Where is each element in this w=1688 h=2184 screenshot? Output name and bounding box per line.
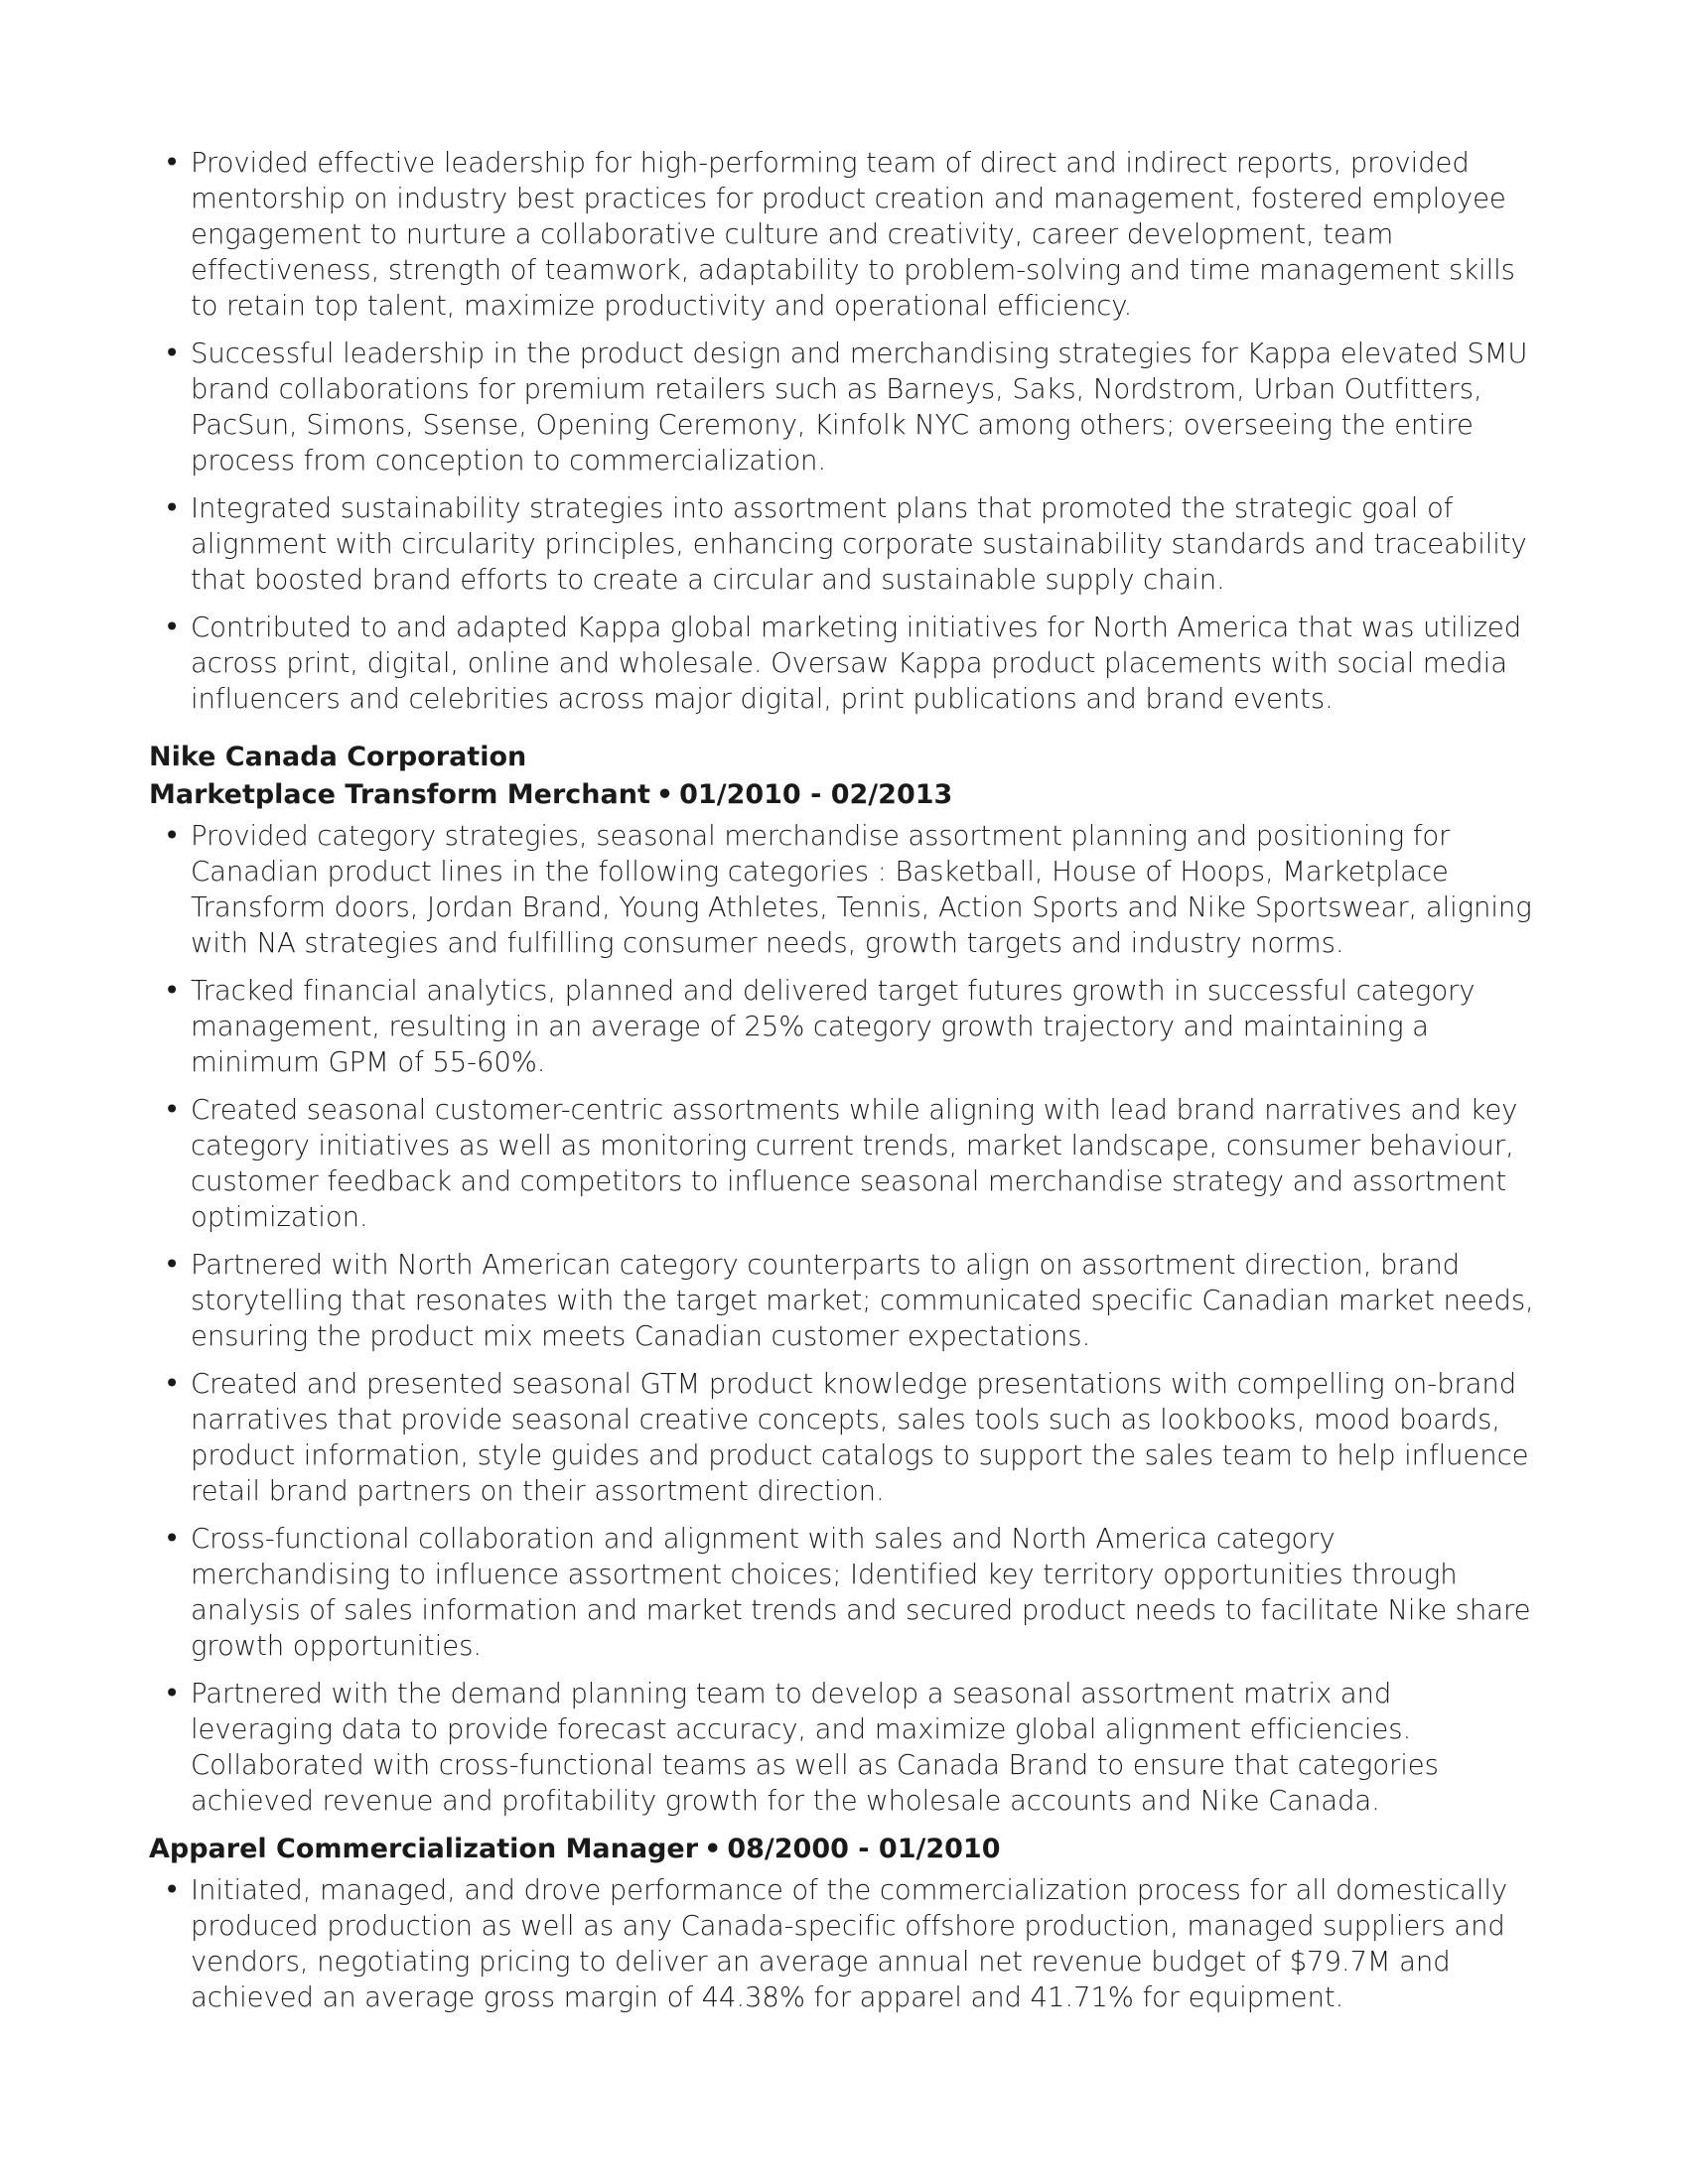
separator-icon: • [704,1834,722,1864]
list-item [149,973,1539,1080]
role-title: Apparel Commercialization Manager [149,1834,699,1864]
bullet-icon: • [164,338,181,369]
bullet-text: Created seasonal customer-centric assortments while aligning with lead brand narratives and key category initiatives as well as monitoring current trends, market landscape, consumer behaviour, customer feedback and competitors to influence seasonal merchandise strategy and assortment optimization. [191,1094,1518,1233]
bullet-text: Tracked financial analytics, planned and delivered target futures growth in successful category management, resulting in an average of 25% category growth trajectory and maintaining a minimum GPM of 55-60%. [191,975,1476,1078]
role1-bullet-list [149,818,1539,1819]
bullet-text: Integrated sustainability strategies into assortment plans that promoted the strategic goal of alignment with circularity principles, enhancing corporate sustainability standards and traceability that boosted brand efforts to create a circular and sustainable supply chain. [191,492,1527,596]
bullet-text: Partnered with North American category counterparts to align on assortment direction, brand storytelling that resonates with the target market; communicated specific Canadian market needs, ensuring the product mix meets Canadian customer expectations. [191,1249,1534,1352]
separator-icon: • [655,779,674,810]
bullet-text: Initiated, managed, and drove performance of the commercialization process for all domestically produced production as well as any Canada-specific offshore production, managed suppliers and vendors, negotiating pricing to deliver an average annual net revenue budget of $79.7M and achieved an average gross margin of 44.38% for apparel and 41.71% for equipment. [191,1874,1508,2013]
list-item [149,145,1539,324]
bullet-text: Cross-functional collaboration and alignment with sales and North America category merchandising to influence assortment choices; Identified key territory opportunities through analysis of sales information and market trends and secured product needs to facilitate Nike share growth opportunities. [191,1523,1531,1662]
list-item [149,490,1539,598]
list-item [149,610,1539,717]
list-item [149,1366,1539,1509]
list-item [149,1247,1539,1354]
bullet-icon: • [164,1874,181,1906]
company-name: Nike Canada Corporation [149,742,527,772]
bullet-icon: • [164,1523,181,1555]
bullet-icon: • [164,975,181,1007]
intro-bullet-list [149,145,1539,717]
list-item [149,818,1539,961]
list-item [149,1092,1539,1235]
role2-bullet-list [149,1872,1539,2015]
role-dates: 01/2010 - 02/2013 [679,779,953,810]
bullet-text: Provided category strategies, seasonal merchandise assortment planning and positioning for Canadian product lines in the following categories : Basketball, House of Hoops, Marketplace Transform doors, Jordan Brand, Young Athletes, Tennis, Action Sports and Nike Sportswear, aligning with NA strategies and fulfilling consumer needs, growth targets and industry norms. [191,820,1532,959]
list-item [149,1872,1539,2015]
role-heading-marketplace [149,776,1539,814]
bullet-icon: • [164,820,181,852]
role-title: Marketplace Transform Merchant [149,779,650,810]
bullet-text: Partnered with the demand planning team to develop a seasonal assortment matrix and leveraging data to provide forecast accuracy, and maximize global alignment efficiencies. Collaborated with cross-functional teams as well as Canada Brand to ensure that categories achieved revenue and profitability growth for the wholesale accounts and Nike Canada. [191,1678,1439,1817]
resume-content [149,145,1539,2027]
bullet-icon: • [164,492,181,524]
bullet-text: Provided effective leadership for high-performing team of direct and indirect reports, provided mentorship on industry best practices for product creation and management, fostered employee engagement to nurture a collaborative culture and creativity, career development, team effectiveness, strength of teamwork, adaptability to problem-solving and time management skills to retain top talent, maximize productivity and operational efficiency. [191,147,1515,322]
role-dates: 08/2000 - 01/2010 [727,1834,1001,1864]
role-heading-apparel [149,1831,1539,1868]
bullet-icon: • [164,1678,181,1709]
bullet-text: Successful leadership in the product design and merchandising strategies for Kappa elevated SMU brand collaborations for premium retailers such as Barneys, Saks, Nordstrom, Urban Outfitters, PacSun, Simons, Ssense, Opening Ceremony, Kinfolk NYC among others; overseeing the entire process from conception to commercialization. [191,338,1528,477]
bullet-icon: • [164,147,181,179]
list-item [149,1521,1539,1664]
bullet-icon: • [164,1368,181,1400]
bullet-icon: • [164,1249,181,1281]
bullet-text: Contributed to and adapted Kappa global marketing initiatives for North America that was utilized across print, digital, online and wholesale. Oversaw Kappa product placements with social media influencers and celebrities across major digital, print publications and brand events. [191,612,1522,715]
bullet-icon: • [164,1094,181,1126]
bullet-icon: • [164,612,181,643]
list-item [149,336,1539,478]
list-item [149,1676,1539,1819]
bullet-text: Created and presented seasonal GTM product knowledge presentations with compelling on-brand narratives that provide seasonal creative concepts, sales tools such as lookbooks, mood boards, product information, style guides and product catalogs to support the sales team to help influence retail brand partners on their assortment direction. [191,1368,1529,1507]
